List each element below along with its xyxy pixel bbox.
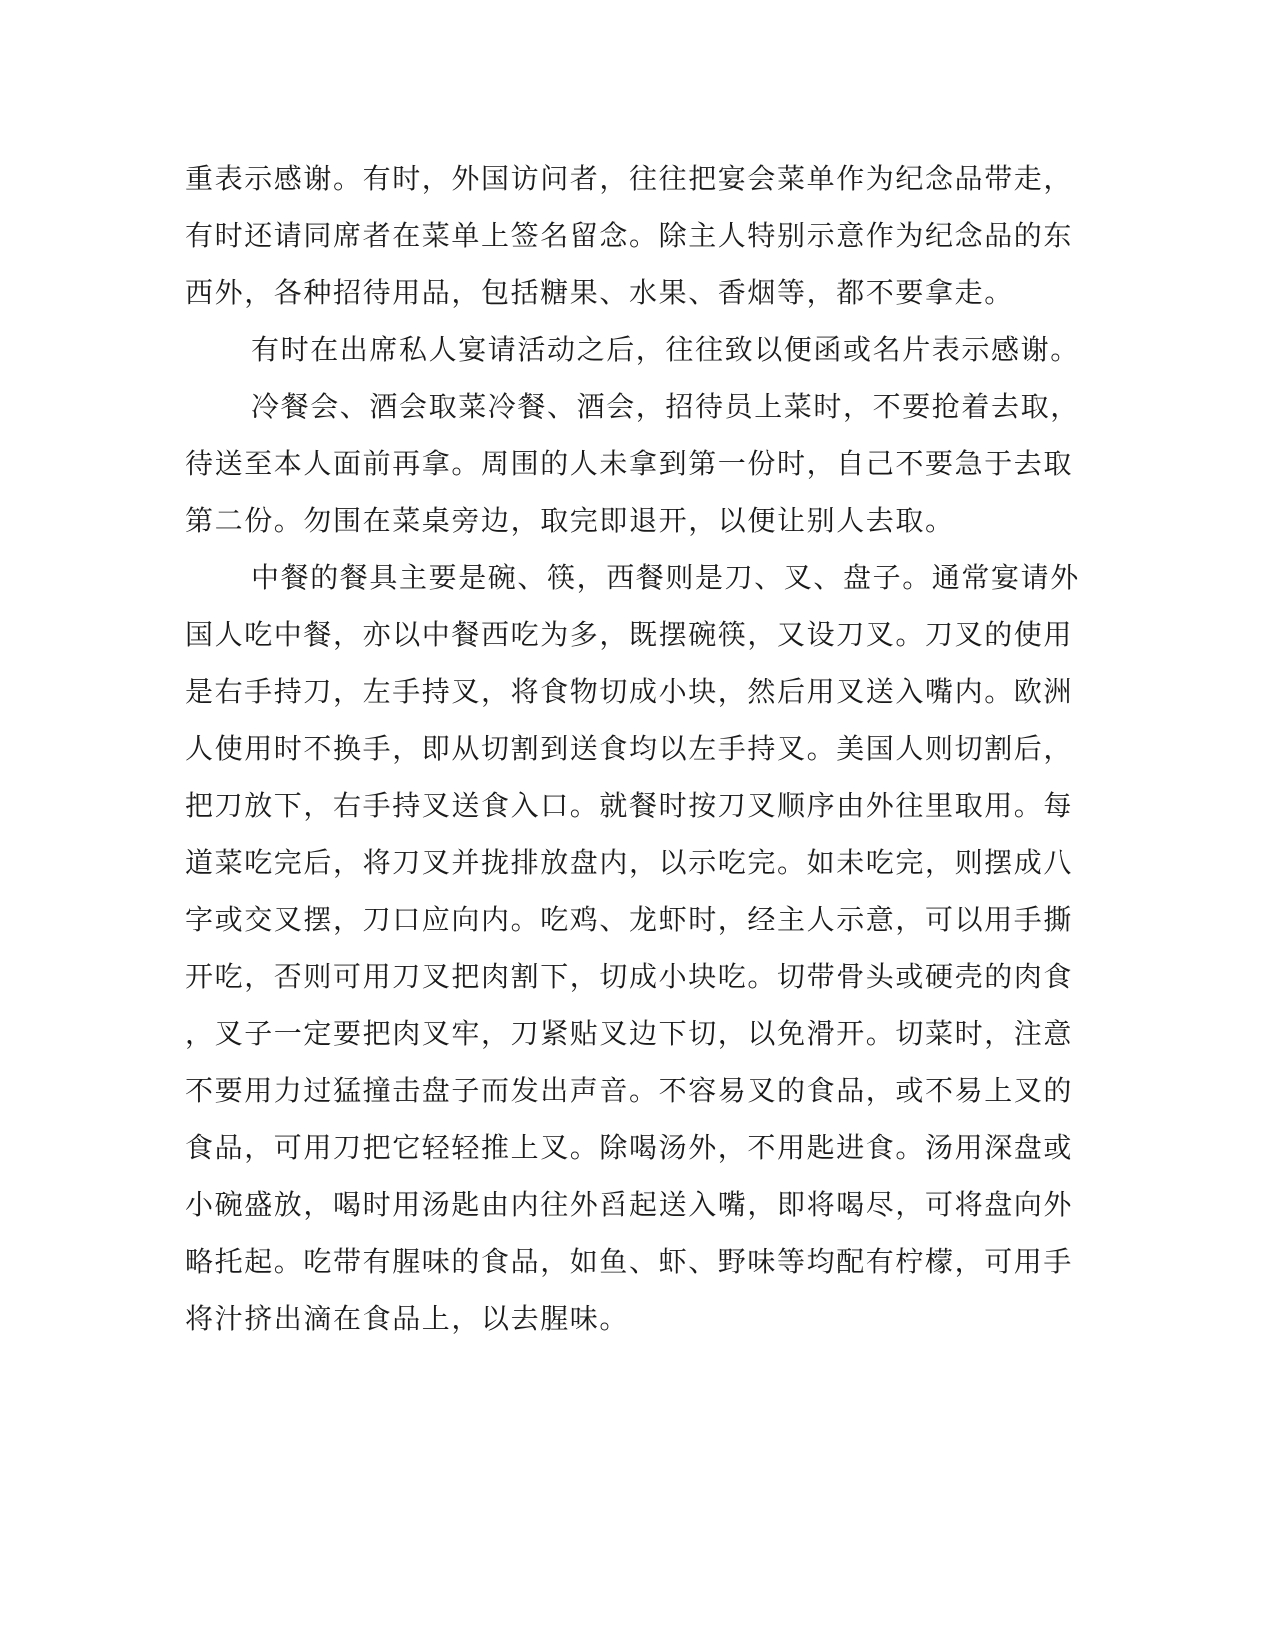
text-line: 略托起。吃带有腥味的食品，如鱼、虾、野味等均配有柠檬，可用手 [185, 1245, 1074, 1278]
text-line: 道菜吃完后，将刀叉并拢排放盘内，以示吃完。如未吃完，则摆成八 [185, 846, 1074, 879]
text-line: 西外，各种招待用品，包括糖果、水果、香烟等，都不要拿走。 [185, 276, 1014, 309]
text-line: 人使用时不换手，即从切割到送食均以左手持叉。美国人则切割后， [185, 732, 1074, 765]
text-line: ，叉子一定要把肉叉牢，刀紧贴叉边下切，以免滑开。切菜时，注意 [185, 1017, 1074, 1050]
text-line: 重表示感谢。有时，外国访问者，往往把宴会菜单作为纪念品带走， [185, 162, 1074, 195]
text-line: 第二份。勿围在菜桌旁边，取完即退开，以便让别人去取。 [185, 504, 955, 537]
text-line: 小碗盛放，喝时用汤匙由内往外舀起送入嘴，即将喝尽，可将盘向外 [185, 1188, 1074, 1221]
body-text [185, 150, 1080, 1347]
text-line: 不要用力过猛撞击盘子而发出声音。不容易叉的食品，或不易上叉的 [185, 1074, 1074, 1107]
text-line: 国人吃中餐，亦以中餐西吃为多，既摆碗筷，又设刀叉。刀叉的使用 [185, 618, 1074, 651]
text-line: 待送至本人面前再拿。周围的人未拿到第一份时，自己不要急于去取 [185, 447, 1074, 480]
text-line: 开吃，否则可用刀叉把肉割下，切成小块吃。切带骨头或硬壳的肉食 [185, 960, 1074, 993]
paragraph-first-line: 冷餐会、酒会取菜冷餐、酒会，招待员上菜时，不要抢着去取， [251, 390, 1080, 423]
text-line: 有时还请同席者在菜单上签名留念。除主人特别示意作为纪念品的东 [185, 219, 1074, 252]
text-line: 把刀放下，右手持叉送食入口。就餐时按刀叉顺序由外往里取用。每 [185, 789, 1074, 822]
text-line: 是右手持刀，左手持叉，将食物切成小块，然后用叉送入嘴内。欧洲 [185, 675, 1074, 708]
paragraph-first-line: 有时在出席私人宴请活动之后，往往致以便函或名片表示感谢。 [251, 333, 1080, 366]
text-line: 食品，可用刀把它轻轻推上叉。除喝汤外，不用匙进食。汤用深盘或 [185, 1131, 1074, 1164]
paragraph-first-line: 中餐的餐具主要是碗、筷，西餐则是刀、叉、盘子。通常宴请外 [251, 561, 1080, 594]
text-line: 字或交叉摆，刀口应向内。吃鸡、龙虾时，经主人示意，可以用手撕 [185, 903, 1074, 936]
text-line: 将汁挤出滴在食品上，以去腥味。 [185, 1302, 630, 1335]
